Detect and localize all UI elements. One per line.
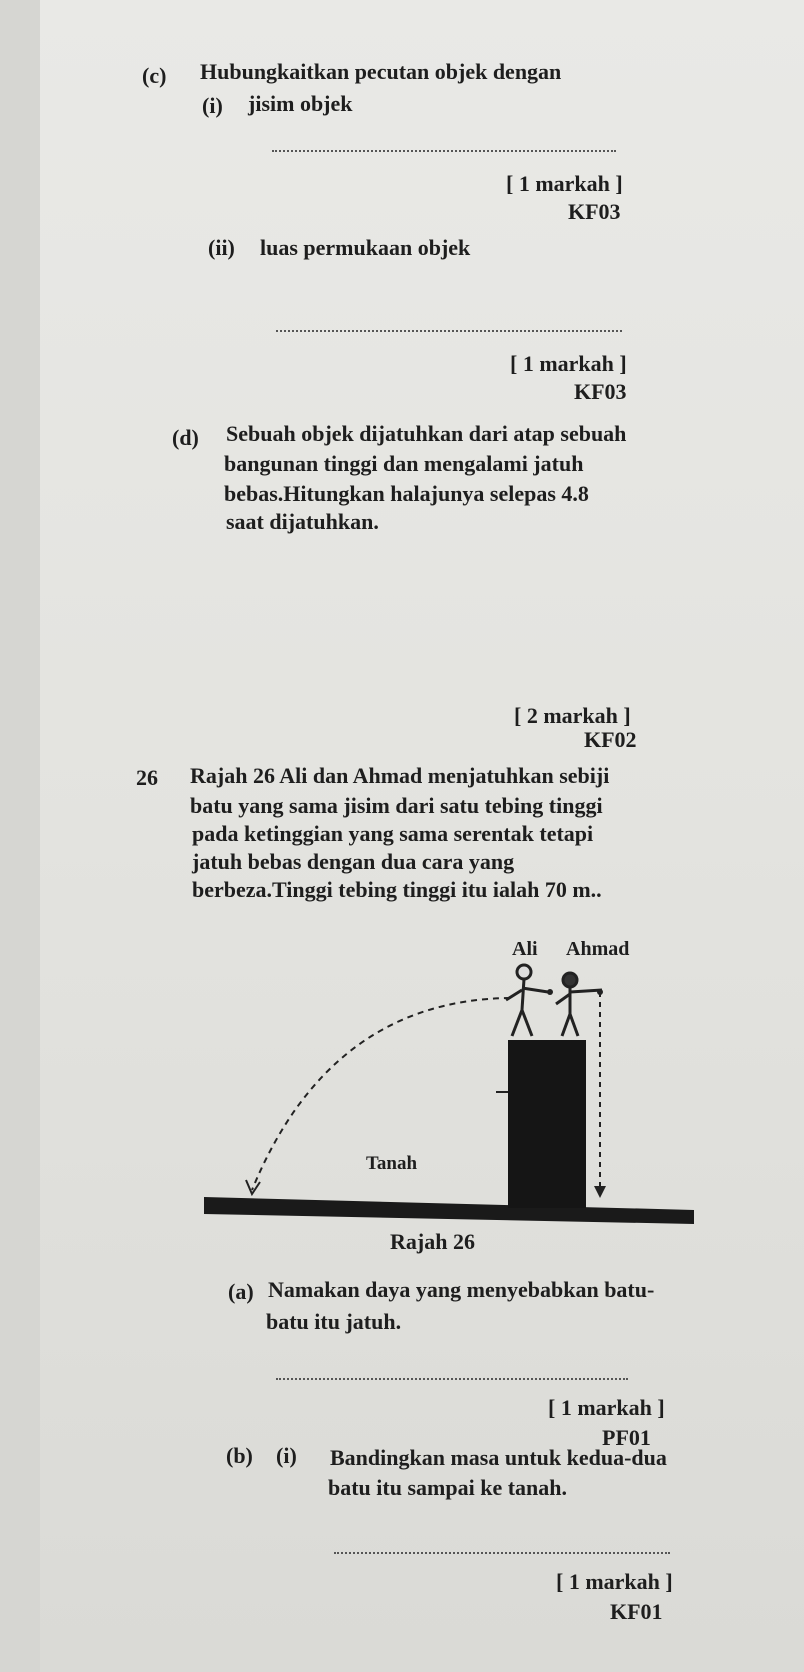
question-26a-label: (a) [228,1279,254,1304]
marks-c-i: [ 1 markah ] [506,171,623,196]
question-c-label: (c) [142,63,167,88]
answer-line-26b[interactable] [334,1552,670,1554]
question-d-line-2: bangunan tinggi dan mengalami jatuh [224,451,584,476]
question-d-line-1: Sebuah objek dijatuhkan dari atap sebuah [226,421,627,446]
question-c-i-text: jisim objek [248,91,353,116]
question-26-number: 26 [136,765,158,790]
question-c-i-label: (i) [202,93,223,118]
question-26-line-5: berbeza.Tinggi tebing tinggi itu ialah 70 m.. [192,877,602,902]
marks-26b: [ 1 markah ] [556,1569,673,1594]
code-c-i: KF03 [568,199,621,224]
code-26b: KF01 [610,1599,663,1624]
marks-26a: [ 1 markah ] [548,1395,665,1420]
ground-bar [204,1197,694,1224]
ahmad-figure [556,973,602,1036]
label-ground: Tanah [366,1153,418,1174]
question-26-line-4: jatuh bebas dengan dua cara yang [192,849,515,874]
vertical-drop-arrowhead [594,1186,606,1198]
question-c-title: Hubungkaitkan pecutan objek dengan [200,59,562,84]
answer-line-26a[interactable] [276,1378,628,1380]
question-d-line-3: bebas.Hitungkan halajunya selepas 4.8 [224,481,589,506]
question-26b-i-label: (i) [276,1443,297,1468]
code-d: KF02 [584,727,637,752]
figure-caption: Rajah 26 [390,1229,475,1254]
question-26b-line-2: batu itu sampai ke tanah. [328,1475,568,1500]
marks-c-ii: [ 1 markah ] [510,351,627,376]
question-d-label: (d) [172,425,199,450]
question-26-line-1: Rajah 26 Ali dan Ahmad menjatuhkan sebiji [190,763,610,788]
question-26-line-2: batu yang sama jisim dari satu tebing tinggi [190,793,603,818]
question-26b-line-1: Bandingkan masa untuk kedua-dua [330,1445,667,1470]
projectile-arrowhead [246,1180,260,1194]
ali-figure [506,965,548,1036]
label-ahmad: Ahmad [566,938,630,960]
question-26a-line-2: batu itu jatuh. [266,1309,402,1334]
marks-d: [ 2 markah ] [514,703,631,728]
code-26a: PF01 [602,1425,651,1450]
question-c-ii-label: (ii) [208,235,235,260]
question-26a-line-1: Namakan daya yang menyebabkan batu- [268,1277,655,1302]
cliff-block [508,1040,586,1208]
question-d-line-4: saat dijatuhkan. [226,509,379,534]
label-ali: Ali [512,938,538,960]
stone-ali [547,989,553,995]
code-c-ii: KF03 [574,379,627,404]
question-c-ii-text: luas permukaan objek [260,235,471,260]
question-26b-label: (b) [226,1443,253,1468]
question-26-line-3: pada ketinggian yang sama serentak tetapi [192,821,594,846]
stone-ahmad [597,989,603,995]
